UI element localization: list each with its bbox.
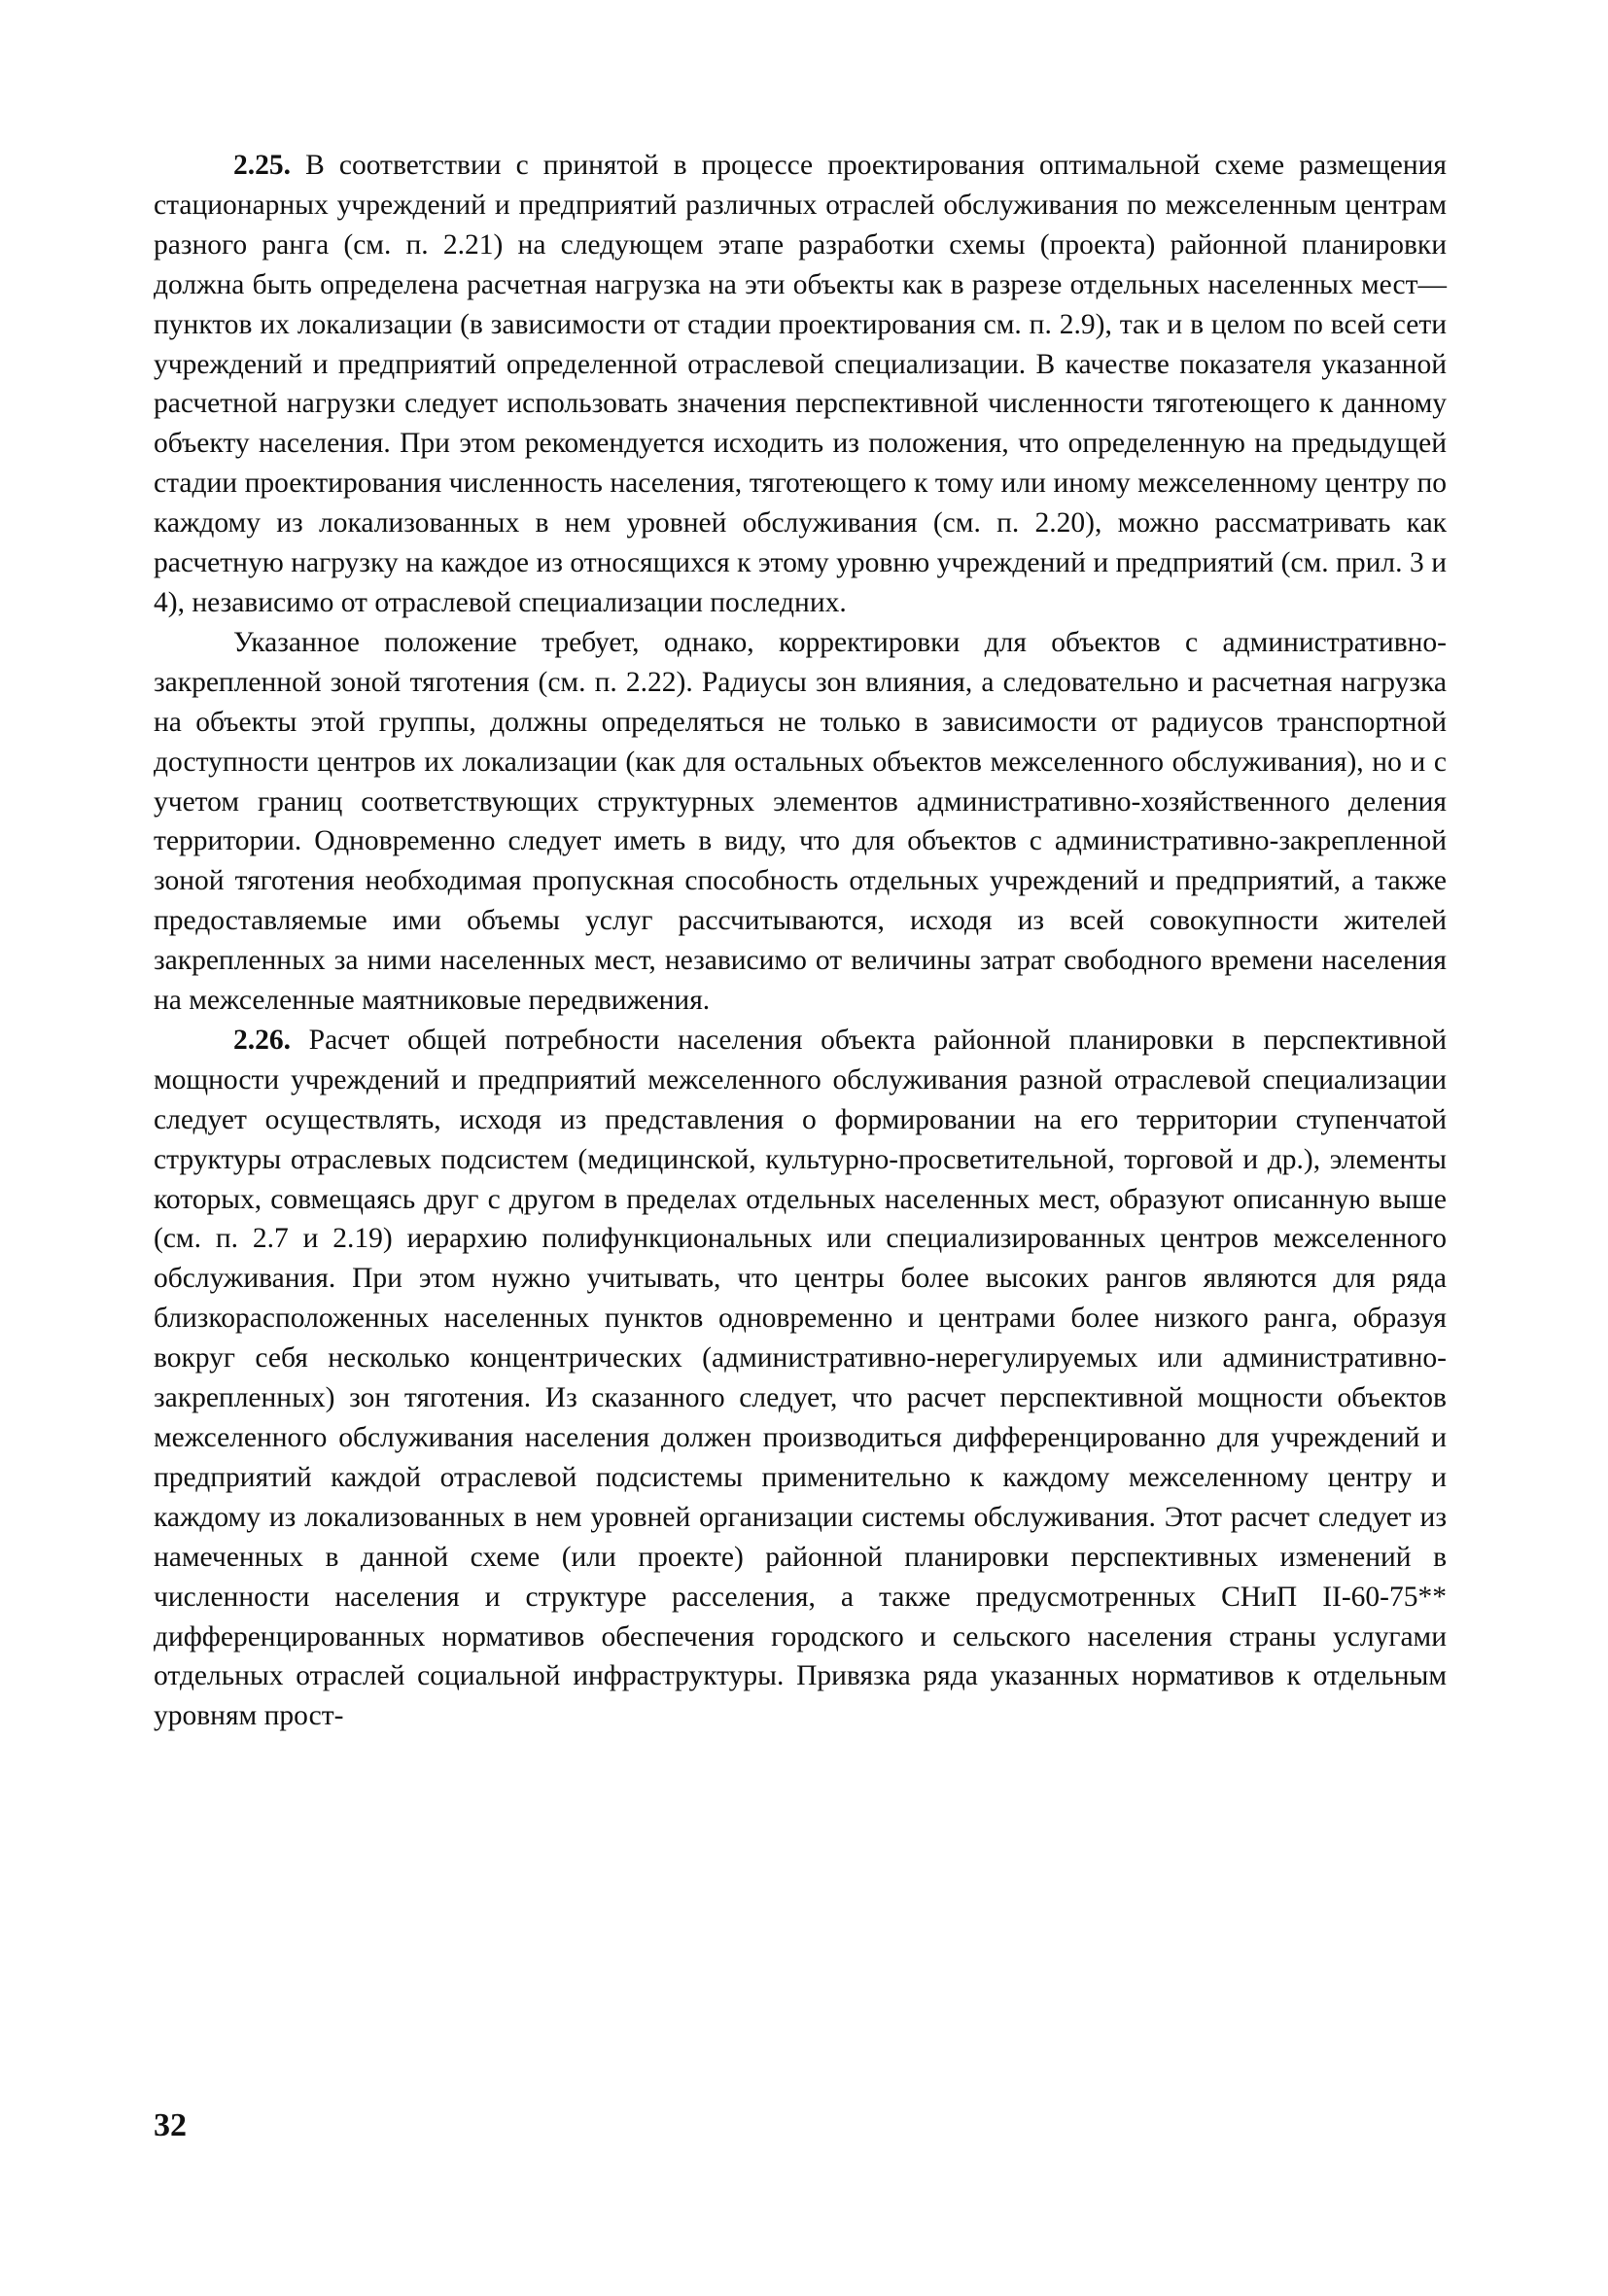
paragraph-2-26 [154, 1021, 1447, 1736]
paragraph-number: 2.26. [233, 1024, 291, 1056]
paragraph-continuation [154, 623, 1447, 1021]
paragraph-number: 2.25. [233, 150, 291, 181]
paragraph-text: Расчет общей потребности населения объекта районной планировки в перспективной мощности учреждений и предприятий межселенного обслуживания разной отраслевой специализации следует осуществлять, исходя из представления о формировании на его территории ступенчатой структуры отраслевых подсистем (медицинской, культурно-просветительной, торговой и др.), элементы которых, совмещаясь друг с другом в пределах отдельных населенных мест, образуют описанную выше (см. п. 2.7 и 2.19) иерархию полифункциональных или специализированных центров межселенного обслуживания. При этом нужно учитывать, что центры более высоких рангов являются для ряда близкорасположенных населенных пунктов одновременно и центрами более низкого ранга, образуя вокруг себя несколько концентрических (административно-нерегулируемых или административно-закрепленных) зон тяготения. Из сказанного следует, что расчет перспективной мощности объектов межселенного обслуживания населения должен производиться дифференцированно для учреждений и предприятий каждой отраслевой подсистемы применительно к каждому межселенному центру и каждому из локализованных в нем уровней организации системы обслуживания. Этот расчет следует из намеченных в данной схеме (или проекте) районной планировки перспективных изменений в численности населения и структуре расселения, а также предусмотренных СНиП II-60-75** дифференцированных нормативов обеспечения городского и сельского населения страны услугами отдельных отраслей социальной инфраструктуры. Привязка ряда указанных нормативов к отдельным уровням прост- [154, 1024, 1448, 1732]
paragraph-2-25 [154, 146, 1447, 623]
page-number: 32 [154, 2107, 187, 2143]
body-text [154, 146, 1447, 1736]
paragraph-text: Указанное положение требует, однако, корректировки для объектов с административно-закрепленной зоной тяготения (см. п. 2.22). Радиусы зон влияния, а следовательно и расчетная нагрузка на объекты этой группы, должны определяться не только в зависимости от радиусов транспортной доступности центров их локализации (как для остальных объектов межселенного обслуживания), но и с учетом границ соответствующих структурных элементов административно-хозяйственного деления территории. Одновременно следует иметь в виду, что для объектов с административно-закрепленной зоной тяготения необходимая пропускная способность отдельных учреждений и предприятий, а также предоставляемые ими объемы услуг рассчитываются, исходя из всей совокупности жителей закрепленных за ними населенных мест, независимо от величины затрат свободного времени населения на межселенные маятниковые передвижения. [154, 626, 1447, 1017]
paragraph-text: В соответствии с принятой в процессе проектирования оптимальной схеме размещения стационарных учреждений и предприятий различных отраслей обслуживания по межселенным центрам разного ранга (см. п. 2.21) на следующем этапе разработки схемы (проекта) районной планировки должна быть определена расчетная нагрузка на эти объекты как в разрезе отдельных населенных мест—пунктов их локализации (в зависимости от стадии проектирования см. п. 2.9), так и в целом по всей сети учреждений и предприятий определенной отраслевой специализации. В качестве показателя указанной расчетной нагрузки следует использовать значения перспективной численности тяготеющего к данному объекту населения. При этом рекомендуется исходить из положения, что определенную на предыдущей стадии проектирования численность населения, тяготеющего к тому или иному межселенному центру по каждому из локализованных в нем уровней обслуживания (см. п. 2.20), можно рассматривать как расчетную нагрузку на каждое из относящихся к этому уровню учреждений и предприятий (см. прил. 3 и 4), независимо от отраслевой специализации последних. [154, 150, 1448, 618]
